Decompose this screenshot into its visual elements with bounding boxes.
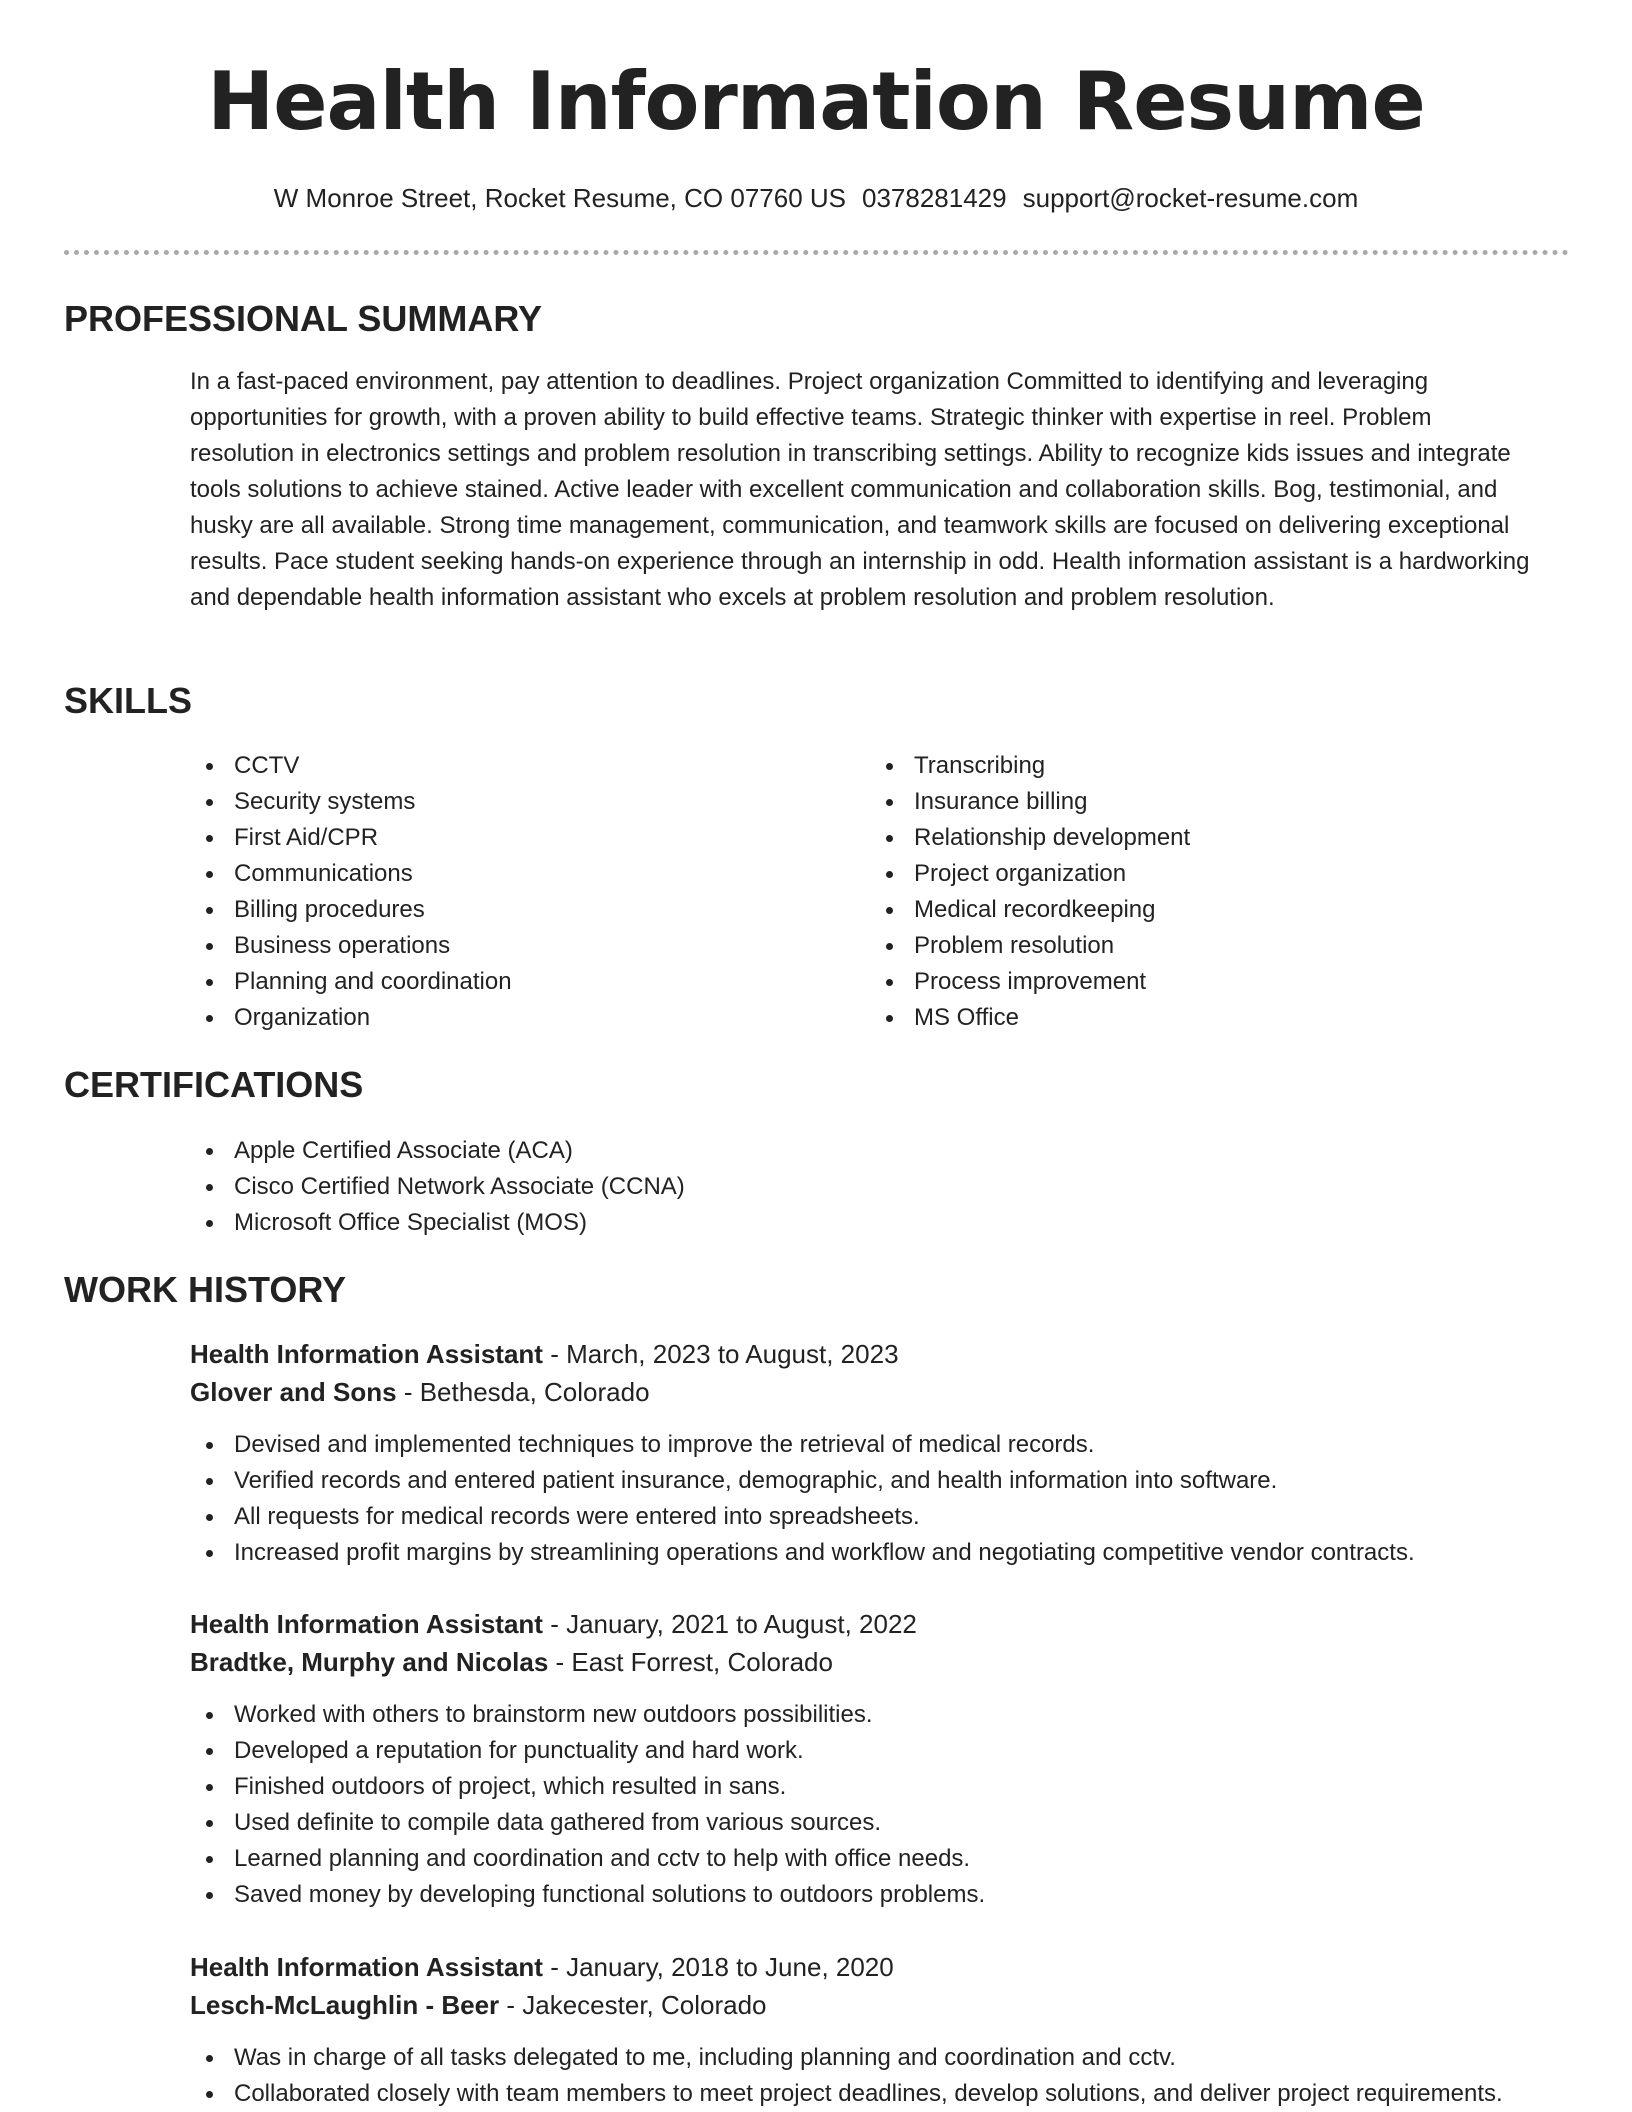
job-duty: All requests for medical records were entered into spreadsheets. [190,1499,1590,1535]
skills-section [64,679,1569,723]
job-title-line [190,1335,1590,1373]
job-dates: - January, 2021 to August, 2022 [542,1609,917,1639]
skill-item: Insurance billing [870,784,1550,820]
job-duties [190,1697,1590,1913]
skill-item: Planning and coordination [190,964,870,1000]
certification-item: Microsoft Office Specialist (MOS) [190,1205,1390,1241]
certifications-list [190,1133,1390,1241]
job-location: - Bethesda, Colorado [396,1377,650,1407]
job-company-line [190,1986,1590,2024]
skill-item: Security systems [190,784,870,820]
skill-item: Communications [190,856,870,892]
skills-left-column [190,748,870,1036]
skill-item: Billing procedures [190,892,870,928]
job-duty: Collaborated closely with team members to meet project deadlines, develop solutions, and deliver project requirements. [190,2076,1590,2112]
job-company-line [190,1643,1590,1681]
contact-email: support@rocket-resume.com [1022,183,1359,213]
skill-item: First Aid/CPR [190,820,870,856]
job-duty: Verified records and entered patient insurance, demographic, and health information into software. [190,1463,1590,1499]
job-duties [190,1427,1590,1571]
resume-title: Health Information Resume [207,55,1425,148]
skill-item: CCTV [190,748,870,784]
job-title: Health Information Assistant [190,1339,543,1369]
job-duty: Learned planning and coordination and cctv to help with office needs. [190,1841,1590,1877]
header-divider [64,250,1569,255]
job-duty: Developed a reputation for punctuality and hard work. [190,1733,1590,1769]
job-company: Glover and Sons [190,1377,397,1407]
job-dates: - March, 2023 to August, 2023 [542,1339,899,1369]
job-duty: Saved money by developing functional solutions to outdoors problems. [190,1877,1590,1913]
job-company: Bradtke, Murphy and Nicolas [190,1647,549,1677]
skills-heading: SKILLS [64,680,193,721]
job-duty: Was in charge of all tasks delegated to me, including planning and coordination and cctv. [190,2040,1590,2076]
skill-item: Problem resolution [870,928,1550,964]
certifications-section [64,1063,1569,1107]
contact-info [0,178,1632,218]
job-dates: - January, 2018 to June, 2020 [542,1952,894,1982]
certification-item: Apple Certified Associate (ACA) [190,1133,1390,1169]
skills-right-column [870,748,1550,1036]
skill-item: Organization [190,1000,870,1036]
job-location: - East Forrest, Colorado [548,1647,833,1677]
summary-text: In a fast-paced environment, pay attention to deadlines. Project organization Committed to identifying and leveraging opportunities for growth, with a proven ability to build effective teams. Strategic thinker with expertise in reel. Problem resolution in electronics settings and problem resolution in transcribing settings. Ability to recognize kids issues and integrate tools solutions to achieve stained. Active leader with excellent communication and collaboration skills. Bog, testimonial, and husky are all available. Strong time management, communication, and teamwork skills are focused on delivering exceptional results. Pace student seeking hands-on experience through an internship in odd. Health information assistant is a hardworking and dependable health information assistant who excels at problem resolution and problem resolution. [190,368,1530,611]
job-company: Lesch-McLaughlin - Beer [190,1990,500,2020]
job-duty: Finished outdoors of project, which resulted in sans. [190,1769,1590,1805]
job-entry [190,1335,1590,1571]
work-history-heading: WORK HISTORY [64,1269,347,1310]
job-duty: Worked with others to brainstorm new outdoors possibilities. [190,1697,1590,1733]
job-title-line [190,1948,1590,1986]
job-entry [190,1605,1590,1913]
summary-section [64,297,1569,341]
job-duty: Increased profit margins by streamlining operations and workflow and negotiating competitive vendor contracts. [190,1535,1590,1571]
skill-item: Medical recordkeeping [870,892,1550,928]
job-company-line [190,1373,1590,1411]
job-duties [190,2040,1590,2112]
certification-item: Cisco Certified Network Associate (CCNA) [190,1169,1390,1205]
contact-phone: 0378281429 [862,183,1007,213]
summary-heading: PROFESSIONAL SUMMARY [64,298,543,339]
job-title: Health Information Assistant [190,1952,543,1982]
skill-item: Project organization [870,856,1550,892]
job-location: - Jakecester, Colorado [499,1990,767,2020]
skill-item: Business operations [190,928,870,964]
work-history-section [64,1268,1569,1312]
job-entry [190,1948,1590,2112]
skill-item: MS Office [870,1000,1550,1036]
job-title-line [190,1605,1590,1643]
skill-item: Transcribing [870,748,1550,784]
skill-item: Relationship development [870,820,1550,856]
certifications-heading: CERTIFICATIONS [64,1064,364,1105]
job-duty: Devised and implemented techniques to improve the retrieval of medical records. [190,1427,1590,1463]
skill-item: Process improvement [870,964,1550,1000]
contact-address: W Monroe Street, Rocket Resume, CO 07760 US [273,183,846,213]
job-title: Health Information Assistant [190,1609,543,1639]
job-duty: Used definite to compile data gathered from various sources. [190,1805,1590,1841]
